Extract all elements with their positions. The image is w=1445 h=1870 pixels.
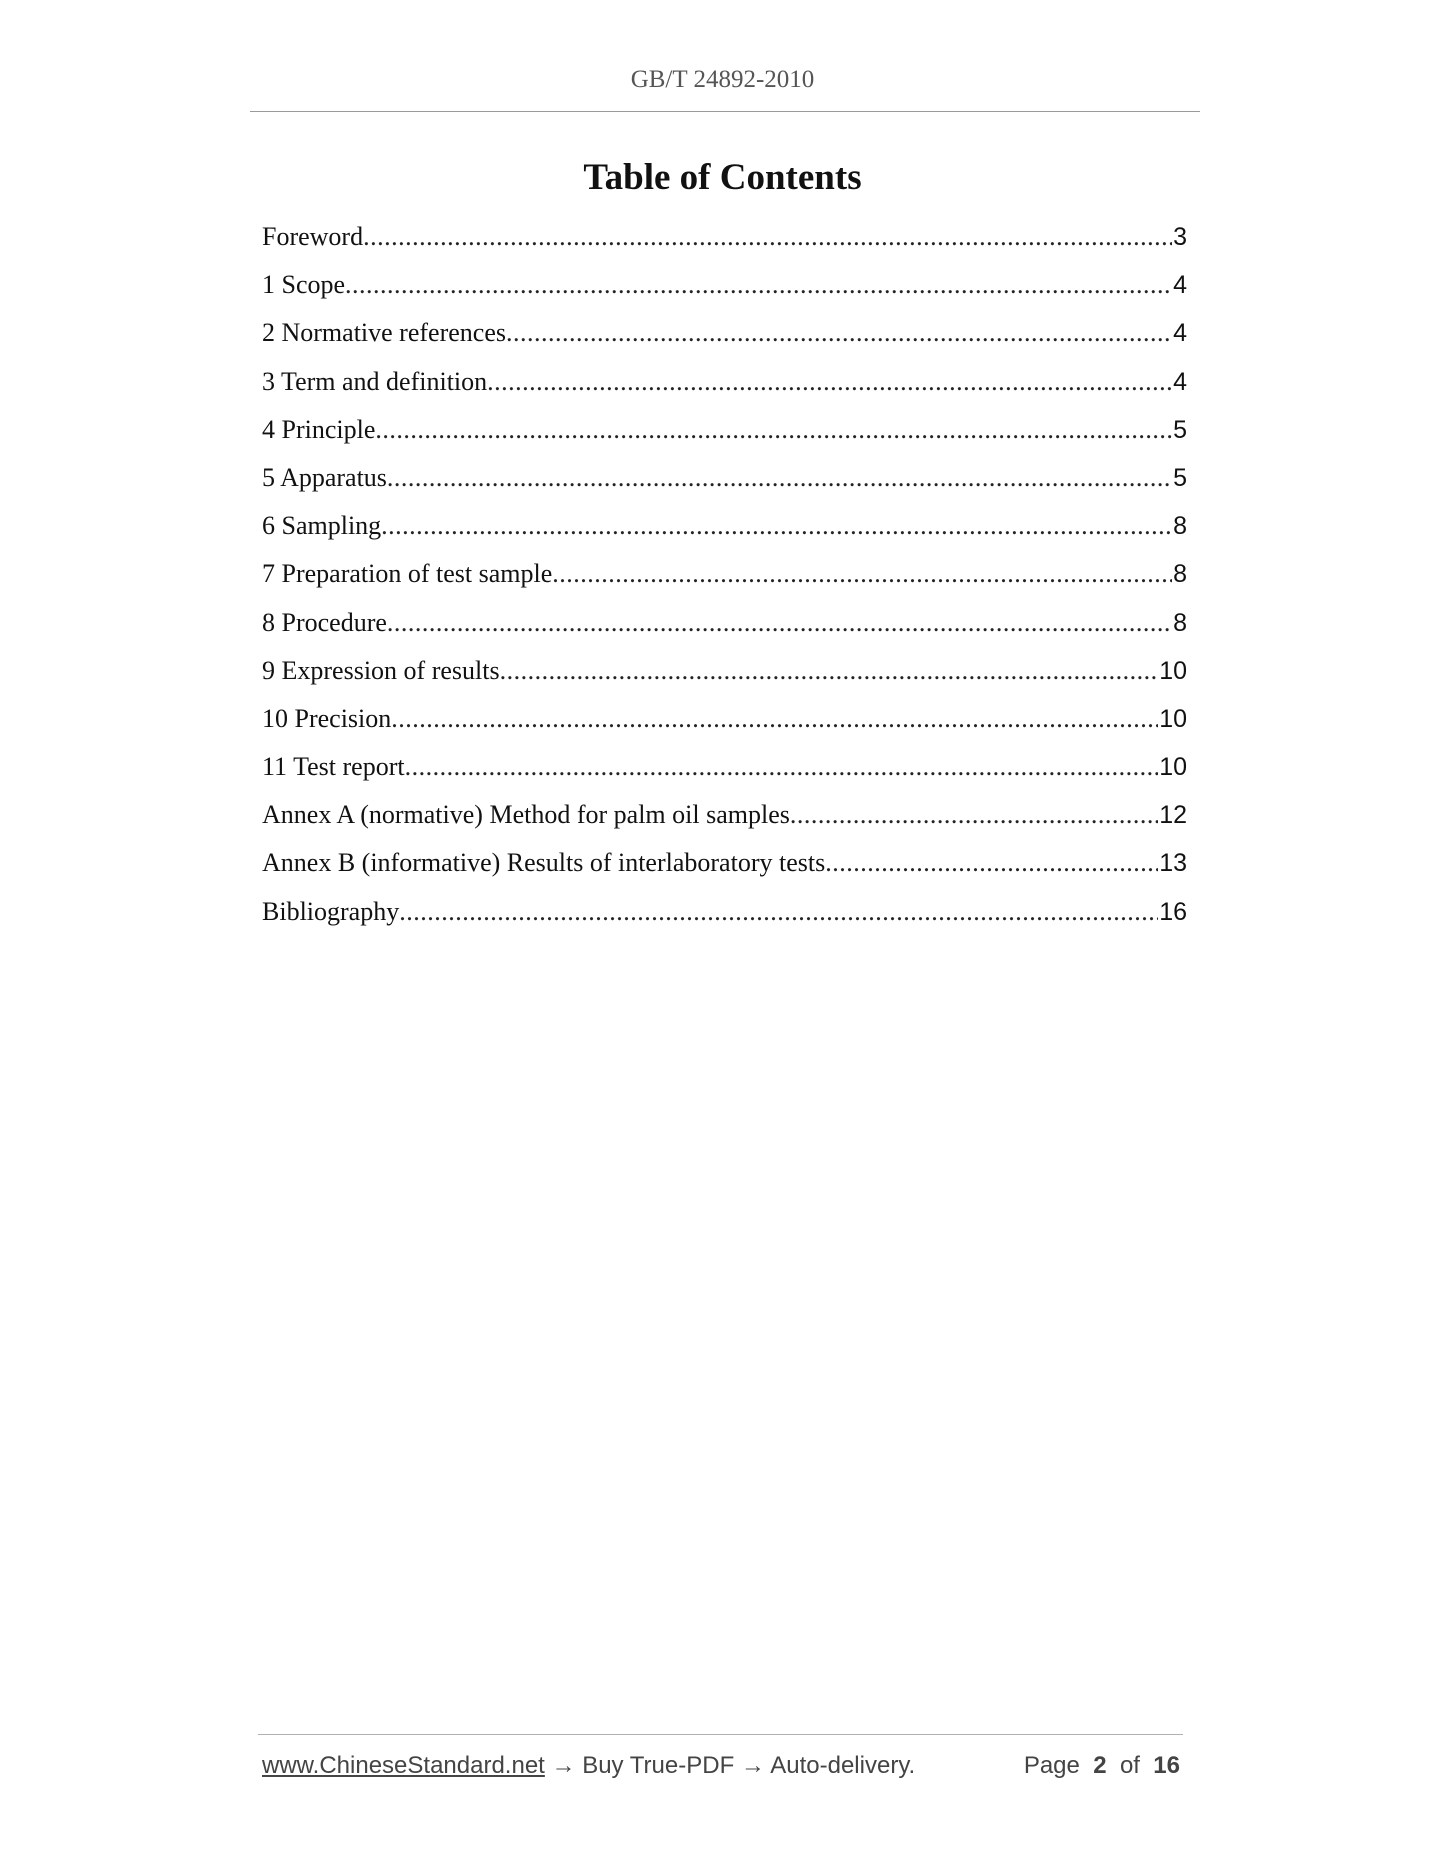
toc-entry-label: 10 Precision [262, 703, 392, 733]
of-word: of [1119, 1752, 1140, 1779]
toc-entry-page: 10 [1159, 656, 1187, 685]
toc-entry-apparatus[interactable] [262, 463, 1187, 511]
document-id-header: GB/T 24892-2010 [630, 66, 815, 93]
toc-entry-expression-of-results[interactable] [262, 656, 1187, 704]
toc-dot-leader [375, 415, 1172, 445]
toc-entry-label: 7 Preparation of test sample [262, 559, 553, 589]
toc-entry-page: 8 [1173, 512, 1187, 541]
toc-entry-label: Annex B (informative) Results of interlaboratory tests [262, 848, 826, 878]
toc-dot-leader [487, 367, 1172, 397]
footer-promo [262, 1752, 915, 1780]
toc-dot-leader [391, 704, 1158, 734]
site-link[interactable]: www.ChineseStandard.net [262, 1752, 545, 1779]
toc-dot-leader [387, 608, 1172, 638]
toc-dot-leader [552, 559, 1172, 589]
toc-dot-leader [825, 848, 1158, 878]
toc-entry-page: 8 [1173, 560, 1187, 589]
toc-entry-page: 4 [1173, 319, 1187, 348]
toc-entry-label: 8 Procedure [262, 607, 387, 637]
footer-divider [258, 1734, 1183, 1735]
toc-entry-page: 3 [1173, 223, 1187, 251]
toc-entry-page: 4 [1173, 367, 1187, 396]
toc-list [262, 222, 1187, 945]
toc-entry-label: Bibliography [262, 896, 400, 926]
toc-entry-scope[interactable] [262, 270, 1187, 318]
toc-dot-leader [363, 222, 1172, 252]
toc-entry-annex-a[interactable] [262, 800, 1187, 848]
toc-entry-label: 11 Test report [262, 752, 405, 782]
toc-entry-label: Annex A (normative) Method for palm oil samples [262, 800, 790, 830]
toc-dot-leader [790, 800, 1158, 830]
page-counter [1024, 1752, 1180, 1780]
current-page-number: 2 [1093, 1752, 1107, 1779]
toc-dot-leader [381, 511, 1172, 541]
arrow-right-icon: → [551, 1752, 576, 1779]
toc-entry-bibliography[interactable] [262, 897, 1187, 945]
toc-dot-leader [500, 656, 1159, 686]
toc-entry-label: 5 Apparatus [262, 462, 387, 492]
toc-entry-label: 9 Expression of results [262, 655, 500, 685]
toc-entry-procedure[interactable] [262, 608, 1187, 656]
toc-entry-foreword[interactable] [262, 222, 1187, 270]
toc-entry-page: 12 [1159, 801, 1187, 830]
toc-entry-page: 16 [1159, 897, 1187, 926]
toc-entry-test-report[interactable] [262, 752, 1187, 800]
toc-entry-annex-b[interactable] [262, 848, 1187, 896]
header-divider [250, 111, 1200, 112]
toc-entry-principle[interactable] [262, 415, 1187, 463]
delivery-text: Auto-delivery. [770, 1752, 916, 1779]
toc-dot-leader [399, 897, 1158, 927]
buy-text: Buy True-PDF [582, 1752, 735, 1779]
total-page-count: 16 [1153, 1752, 1180, 1779]
toc-title: Table of Contents [583, 157, 862, 198]
toc-entry-label: 4 Principle [262, 414, 376, 444]
toc-entry-page: 10 [1159, 753, 1187, 782]
toc-entry-sampling[interactable] [262, 511, 1187, 559]
toc-entry-label: 6 Sampling [262, 511, 382, 541]
toc-entry-page: 13 [1159, 849, 1187, 878]
toc-entry-page: 4 [1173, 271, 1187, 300]
toc-dot-leader [405, 752, 1159, 782]
toc-entry-page: 8 [1173, 608, 1187, 637]
toc-entry-page: 5 [1173, 415, 1187, 444]
toc-dot-leader [387, 463, 1172, 493]
toc-entry-precision[interactable] [262, 704, 1187, 752]
toc-entry-page: 5 [1173, 463, 1187, 492]
toc-entry-term-and-definition[interactable] [262, 367, 1187, 415]
toc-entry-label: 3 Term and definition [262, 366, 488, 396]
toc-dot-leader [506, 318, 1172, 348]
page-word: Page [1023, 1752, 1080, 1779]
toc-entry-page: 10 [1159, 704, 1187, 733]
toc-entry-label: 2 Normative references [262, 318, 506, 348]
toc-dot-leader [345, 270, 1172, 300]
arrow-right-icon: → [740, 1752, 765, 1779]
toc-entry-label: Foreword [262, 222, 364, 251]
toc-entry-normative-references[interactable] [262, 318, 1187, 366]
toc-entry-label: 1 Scope [262, 270, 346, 300]
toc-entry-preparation-of-test-sample[interactable] [262, 559, 1187, 607]
